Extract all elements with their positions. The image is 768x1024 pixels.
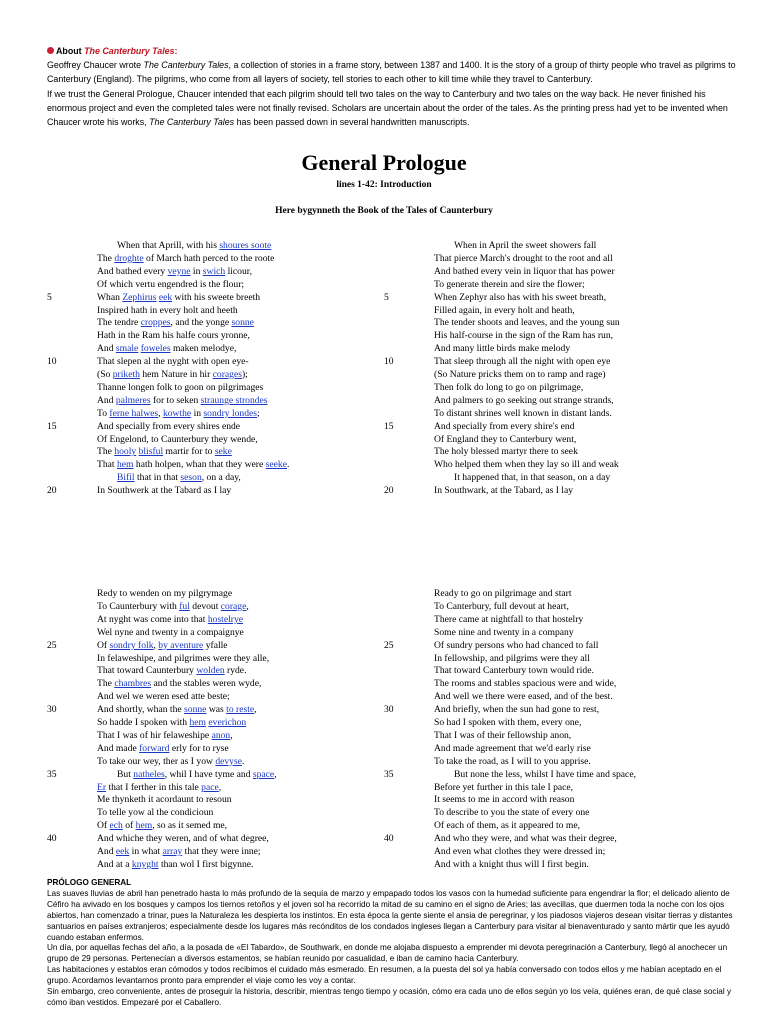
spanish-heading: PRÓLOGO GENERAL (47, 878, 132, 887)
glossary-link[interactable]: hem (116, 459, 134, 471)
intro-paragraph-1 (47, 58, 737, 86)
poem-line (0, 292, 768, 305)
modern-english-text: To take the road, as I will to you apprise. (434, 755, 591, 767)
modern-english-text: And many little birds make melody (434, 343, 571, 355)
middle-english-text: And eek in what array that they were inne; (97, 846, 261, 857)
line-number: 5 (47, 291, 52, 303)
poem-line (0, 434, 768, 447)
modern-english-text: To generate therein and sire the flower; (434, 278, 585, 290)
middle-english-text: And at a knyght than wol I first bigynne. (97, 858, 254, 870)
middle-english-text: Whan Zephirus eek with his sweete breeth (97, 291, 261, 303)
line-number: 25 (47, 639, 57, 651)
modern-english-text: Of each of them, as it appeared to me, (434, 820, 580, 832)
poem-line (0, 833, 768, 846)
middle-english-text: And specially from every shires ende (97, 420, 241, 432)
modern-english-text: So had I spoken with them, every one, (434, 717, 582, 728)
modern-english-text: It seems to me in accord with reason (434, 794, 575, 806)
poem-line (0, 717, 768, 730)
poem-line (0, 782, 768, 795)
glossary-link[interactable]: eek (158, 291, 173, 303)
middle-english-text: The droghte of March hath perced to the roote (97, 252, 275, 264)
middle-english-text: And shortly, whan the sonne was to reste, (97, 704, 257, 716)
modern-english-text: There came at nightfall to that hostelry (434, 613, 584, 625)
poem-line (0, 601, 768, 614)
modern-english-text: And briefly, when the sun had gone to rest, (434, 704, 600, 716)
modern-english-text: Some nine and twenty in a company (434, 626, 574, 638)
modern-english-text: And even what clothes they were dressed in; (434, 846, 606, 857)
intro-paragraph-2 (47, 87, 737, 130)
line-number: 15 (384, 420, 394, 432)
middle-english-text: Me thynketh it acordaunt to resoun (97, 794, 232, 806)
glossary-link[interactable]: priketh (112, 369, 140, 380)
poem-line (0, 369, 768, 382)
line-number: 40 (384, 833, 394, 845)
middle-english-text: When that Aprill, with his shoures soote (117, 240, 272, 251)
spanish-paragraph-2: Un día, por aquellas fechas del año, a la posada de «El Tabardo», de Southwark, en donde me alojaba dispuesto a emprender mi devota peregrinación a Canterbury, llegó al anochecer un grupo de 29 personas. Pertenecían a diversos estamentos, se habían reunido por casualidad, e iban de camino hacia Canterbury. (47, 943, 728, 964)
middle-english-text: Of Engelond, to Caunterbury they wende, (97, 433, 258, 445)
glossary-link[interactable]: anon (211, 729, 231, 741)
modern-english-text: That sleep through all the night with open eye (434, 356, 611, 368)
glossary-link[interactable]: swich (202, 265, 226, 277)
glossary-link[interactable]: sondry londes (203, 407, 258, 419)
poem-line (0, 730, 768, 743)
glossary-link[interactable]: Zephirus (122, 291, 157, 303)
poem-line (0, 588, 768, 601)
glossary-link[interactable]: pace (201, 781, 219, 793)
middle-english-text: To telle yow al the condicioun (97, 807, 214, 819)
glossary-link[interactable]: chambres (114, 678, 152, 690)
poem-line (0, 395, 768, 408)
middle-english-text: The chambres and the stables weren wyde, (97, 678, 262, 690)
glossary-link[interactable]: ferne halwes (109, 407, 159, 419)
poem-line (0, 859, 768, 872)
glossary-link[interactable]: devyse (215, 755, 242, 767)
middle-english-text: And wel we weren esed atte beste; (97, 691, 230, 703)
modern-english-text: Ready to go on pilgrimage and start (434, 588, 572, 599)
modern-english-text: But none the less, whilst I have time and space, (454, 768, 636, 780)
middle-english-text: The hooly blisful martir for to seke (97, 446, 232, 458)
glossary-link[interactable]: everichon (208, 717, 247, 728)
modern-english-text: The holy blessed martyr there to seek (434, 446, 578, 458)
line-number: 20 (384, 485, 394, 497)
glossary-link[interactable]: hem (189, 717, 206, 728)
middle-english-text: To take our wey, ther as I yow devyse. (97, 755, 245, 767)
intro-p2-text-a: If we trust the General Prologue, Chaucer intended that each pilgrim should tell two tales on the way to Canterbury and two tales on the way back. He never finished his enormous project and even the completed tales were not finally revised. Scholars are uncertain about the order of the tales. As the printing press had yet to be invented when Chaucer wrote his works, (47, 88, 728, 128)
poem-line (0, 846, 768, 859)
about-title: The Canterbury Tales (84, 46, 175, 56)
middle-english-text: (So priketh hem Nature in hir corages); (97, 369, 248, 380)
modern-english-text: When in April the sweet showers fall (454, 240, 597, 251)
poem-line (0, 446, 768, 459)
middle-english-text: The tendre croppes, and the yonge sonne (97, 317, 254, 329)
glossary-link[interactable]: blisful (138, 446, 164, 458)
glossary-link[interactable]: foweles (140, 343, 171, 355)
modern-english-text: It happened that, in that season, on a day (454, 472, 611, 484)
poem-line (0, 472, 768, 485)
poem-line (0, 820, 768, 833)
line-number: 10 (384, 356, 394, 368)
modern-english-text: And with a knight thus will I first begin. (434, 858, 589, 870)
line-number: 35 (384, 768, 394, 780)
intro-section (47, 44, 737, 129)
glossary-link[interactable]: palmeres (115, 394, 151, 406)
poem-line (0, 678, 768, 691)
modern-english-text: Of sundry persons who had chanced to fall (434, 639, 599, 651)
middle-english-text: That slepen al the nyght with open eye- (97, 356, 249, 368)
line-number: 40 (47, 833, 57, 845)
about-colon: : (174, 46, 178, 56)
glossary-link[interactable]: eek (115, 846, 130, 857)
modern-english-text: Who helped them when they lay so ill and weak (434, 459, 619, 471)
poem-line (0, 704, 768, 717)
poem-line (0, 756, 768, 769)
glossary-link[interactable]: wolden (196, 665, 225, 677)
glossary-link[interactable]: hooly (114, 446, 137, 458)
middle-english-text: Thanne longen folk to goon on pilgrimages (97, 381, 264, 393)
modern-english-text: In fellowship, and pilgrims were they all (434, 652, 590, 664)
section-heading: Here bygynneth the Book of the Tales of Caunterbury (275, 206, 493, 216)
modern-english-text: And bathed every vein in liquor that has power (434, 265, 615, 277)
middle-english-text: At nyght was come into that hostelrye (97, 613, 244, 625)
middle-english-text: And palmeres for to seken straunge strondes (97, 394, 268, 406)
poem-line (0, 769, 768, 782)
middle-english-text: To ferne halwes, kowthe in sondry londes; (97, 407, 260, 419)
glossary-link[interactable]: seson (180, 472, 202, 484)
poem-line (0, 743, 768, 756)
modern-english-text: That toward Canterbury town would ride. (434, 665, 594, 677)
middle-english-text: Er that I ferther in this tale pace, (97, 781, 222, 793)
intro-p2-title: The Canterbury Tales (149, 117, 235, 128)
modern-english-text: The tender shoots and leaves, and the young sun (434, 317, 620, 329)
poem-line (0, 653, 768, 666)
poem-line (0, 240, 768, 253)
glossary-link[interactable]: forward (139, 742, 170, 754)
modern-english-text: When Zephyr also has with his sweet breath, (434, 291, 607, 303)
middle-english-text: And whiche they weren, and of what degree, (97, 833, 269, 845)
middle-english-text: In Southwerk at the Tabard as I lay (97, 485, 232, 497)
glossary-link[interactable]: sonne (184, 704, 207, 716)
glossary-link[interactable]: croppes (140, 317, 171, 329)
glossary-link[interactable]: straunge strondes (200, 394, 268, 406)
poem-line (0, 279, 768, 292)
intro-p2-text-b: has been passed down in several handwritten manuscripts. (234, 117, 470, 128)
middle-english-text: Of which vertu engendred is the flour; (97, 278, 245, 290)
modern-english-text: That I was of their fellowship anon, (434, 729, 572, 741)
modern-english-text: Then folk do long to go on pilgrimage, (434, 381, 584, 393)
middle-english-text: But natheles, whil I have tyme and space, (117, 768, 277, 780)
poem-line (0, 343, 768, 356)
glossary-link[interactable]: Bifil (117, 472, 135, 484)
glossary-link[interactable]: array (162, 846, 183, 857)
modern-english-text: And made agreement that we'd early rise (434, 742, 591, 754)
modern-english-text: And specially from every shire's end (434, 420, 575, 432)
middle-english-text: Of ech of hem, so as it semed me, (97, 820, 228, 832)
glossary-link[interactable]: sondry folk (109, 639, 154, 651)
poem-line (0, 382, 768, 395)
poem-line (0, 485, 768, 498)
poem-line (0, 807, 768, 820)
glossary-link[interactable]: Er (97, 781, 107, 793)
page-subtitle: lines 1-42: Introduction (336, 180, 432, 190)
middle-english-text: Inspired hath in every holt and heeth (97, 304, 238, 316)
modern-english-text: And who they were, and what was their degree, (434, 833, 617, 845)
middle-english-text: That hem hath holpen, whan that they were seeke. (97, 459, 290, 471)
poem-line (0, 640, 768, 653)
middle-english-text: Bifil that in that seson, on a day, (117, 472, 241, 484)
modern-english-text: (So Nature pricks them on to ramp and rage) (434, 369, 606, 380)
line-number: 5 (384, 291, 389, 303)
line-number: 30 (384, 704, 394, 716)
modern-english-text: To Canterbury, full devout at heart, (434, 600, 569, 612)
glossary-link[interactable]: shoures soote (219, 240, 272, 251)
glossary-link[interactable]: hem (135, 820, 153, 832)
modern-english-text: That pierce March's drought to the root and all (434, 252, 613, 264)
glossary-link[interactable]: veyne (167, 265, 191, 277)
glossary-link[interactable]: corages (212, 369, 242, 380)
spanish-translation (47, 878, 737, 1009)
glossary-link[interactable]: ful (179, 600, 190, 612)
spanish-paragraph-3: Las habitaciones y establos eran cómodos y todos recibimos el cuidado más esmerado. En resumen, a la puesta del sol ya había conversado con todos ellos y me habían aceptado en el grupo. Acordamos levantarnos pronto para emprender el viaje como les voy a contar. (47, 965, 722, 986)
modern-english-text: His half-course in the sign of the Ram has run, (434, 330, 614, 342)
modern-english-text: Of England they to Canterbury went, (434, 433, 577, 445)
glossary-link[interactable]: hostelrye (207, 613, 244, 625)
modern-english-text: To distant shrines well known in distant lands. (434, 407, 612, 419)
middle-english-text: And smale foweles maken melodye, (97, 343, 237, 355)
poem-line (0, 253, 768, 266)
modern-english-text: Filled again, in every holt and heath, (434, 304, 575, 316)
middle-english-text: That I was of hir felaweshipe anon, (97, 729, 233, 741)
poem-line (0, 266, 768, 279)
poem-line (0, 459, 768, 472)
glossary-link[interactable]: to reste (226, 704, 255, 716)
poem-line (0, 665, 768, 678)
page-title: General Prologue (301, 150, 467, 175)
spanish-paragraph-4: Sin embargo, creo conveniente, antes de proseguir la historia, describir, mientras tengo tiempo y ocasión, cómo era cada uno de ellos según yo los veía, quiénes eran, de qué clase social y cómo iban vestidos. Empezaré por el Caballero. (47, 987, 732, 1007)
glossary-link[interactable]: seeke (265, 459, 287, 471)
middle-english-text: So hadde I spoken with hem everichon (97, 717, 247, 728)
red-bullet-icon (47, 47, 54, 54)
middle-english-text: Hath in the Ram his halfe cours yronne, (97, 330, 250, 342)
intro-about-line (47, 44, 737, 58)
middle-english-text: And made forward erly for to ryse (97, 742, 229, 754)
poem-line (0, 614, 768, 627)
glossary-link[interactable]: kowthe (162, 407, 192, 419)
intro-p1-text-a: Geoffrey Chaucer wrote (47, 60, 144, 71)
glossary-link[interactable]: ech (109, 820, 123, 832)
poem-line (0, 794, 768, 807)
spanish-paragraph-1: Las suaves lluvias de abril han penetrado hasta lo más profundo de la sequía de marzo y empapado todos los vasos con la humedad suficiente para engendrar la flor; el delicado aliento de Céfiro ha avivado en los bosques y campos los tiernos retoños y el joven sol ha recorrido la mitad de su camino en el signo de Aries; las avecillas, que duermen toda la noche con los ojos abiertos, han comenzado a trinar, pues la Naturaleza les despierta los instintos. En esta época la gente siente el ansia de peregrinar, y los piadosos viajeros desean visitar tierras y distantes santuarios en países extranjeros; especialmente desde los lugares más recónditos de los condados ingleses llegan a Canterbury para visitar al bienaventurado y santo mártir que les ayudó cuando estaban enfermos. (47, 888, 733, 942)
middle-english-text: Wel nyne and twenty in a compaignye (97, 626, 244, 638)
intro-p1-title: The Canterbury Tales (143, 60, 229, 71)
glossary-link[interactable]: droghte (114, 252, 144, 264)
glossary-link[interactable]: smale (115, 343, 139, 355)
glossary-link[interactable]: by aventure (158, 639, 204, 651)
modern-english-text: And well we there were eased, and of the best. (434, 691, 613, 703)
middle-english-text: Redy to wenden on my pilgrymage (97, 588, 233, 599)
middle-english-text: To Caunterbury with ful devout corage, (97, 600, 249, 612)
poem-line (0, 317, 768, 330)
about-prefix: About (56, 46, 85, 56)
line-number: 30 (47, 704, 57, 716)
middle-english-text: And bathed every veyne in swich licour, (97, 265, 252, 277)
poem-line (0, 691, 768, 704)
middle-english-text: That toward Caunterbury wolden ryde. (97, 665, 247, 677)
modern-english-text: Before yet further in this tale I pace, (434, 781, 574, 793)
glossary-link[interactable]: corage (220, 600, 247, 612)
poem-line (0, 305, 768, 318)
glossary-link[interactable]: space (252, 768, 275, 780)
poem-line (0, 330, 768, 343)
glossary-link[interactable]: sonne (231, 317, 254, 329)
glossary-link[interactable]: seke (214, 446, 232, 458)
modern-english-text: And palmers to go seeking out strange strands, (434, 394, 614, 406)
intro-p1-text-b: , a collection of stories in a frame story, between 1387 and 1400. It is the story of a group of thirty people who travel as pilgrims to Canterbury (England). The pilgrims, who come from all layers of society, tell stories to each other to kill time while they travel to Canterbury. (47, 60, 736, 85)
line-number: 15 (47, 420, 57, 432)
modern-english-text: In Southwark, at the Tabard, as I lay (434, 485, 574, 497)
line-number: 35 (47, 768, 57, 780)
line-number: 10 (47, 356, 57, 368)
poem-line (0, 627, 768, 640)
poem-line (0, 408, 768, 421)
middle-english-text: In felaweshipe, and pilgrimes were they alle, (97, 652, 270, 664)
modern-english-text: The rooms and stables spacious were and wide, (434, 678, 617, 690)
poem-line (0, 356, 768, 369)
poem-line (0, 421, 768, 434)
line-number: 20 (47, 485, 57, 497)
middle-english-text: Of sondry folk, by aventure yfalle (97, 639, 228, 651)
glossary-link[interactable]: natheles (133, 768, 165, 780)
glossary-link[interactable]: knyght (131, 858, 159, 870)
line-number: 25 (384, 639, 394, 651)
modern-english-text: To describe to you the state of every one (434, 807, 590, 819)
